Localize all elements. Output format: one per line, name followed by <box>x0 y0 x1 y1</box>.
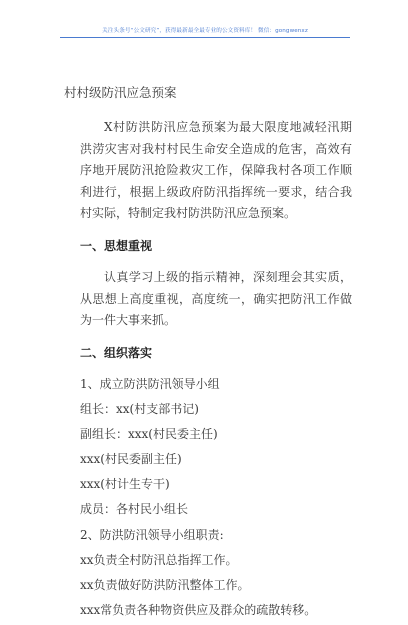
section-heading-thought: 一、思想重视 <box>80 238 153 253</box>
list-line: 2、防洪防汛领导小组职责: <box>80 527 224 542</box>
document-body <box>80 117 352 625</box>
list-line: 组长：xx(村支部书记) <box>80 402 199 417</box>
list-line: xxx常负责各种物资供应及群众的疏散转移。 <box>80 602 317 617</box>
list-line: xx负责做好防洪防汛整体工作。 <box>80 577 250 592</box>
list-line: 1、成立防洪防汛领导小组 <box>80 377 220 391</box>
list-line: 成员：各村民小组长 <box>80 502 189 517</box>
document-title: 村村级防汛应急预案 <box>64 85 177 100</box>
intro-paragraph: X村防洪防汛应急预案为最大限度地减轻汛期洪涝灾害对我村村民生命安全造成的危害，高效有序地开展防汛抢险救灾工作，保障我村各项工作顺利进行，根据上级政府防汛指挥统一要求，结合我村实际，特制定我村防洪防汛应急预案。 <box>80 120 352 220</box>
header-banner: 关注头条号“公文研究”，获得最新最全最专业的公文资料库！ 微信：gongwenxz <box>102 28 308 34</box>
list-line: xxx(村民委副主任) <box>80 452 182 467</box>
header-divider <box>60 37 350 38</box>
list-line: xx负责全村防汛总指挥工作。 <box>80 552 238 567</box>
section-paragraph-thought: 认真学习上级的指示精神，深刻理会其实质，从思想上高度重视，高度统一，确实把防汛工作做为一件大事来抓。 <box>80 270 352 327</box>
list-line: 副组长：xxx(村民委主任) <box>80 427 218 442</box>
list-line: xxx(村计生专干) <box>80 477 170 492</box>
section-heading-organization: 二、组织落实 <box>80 345 153 360</box>
